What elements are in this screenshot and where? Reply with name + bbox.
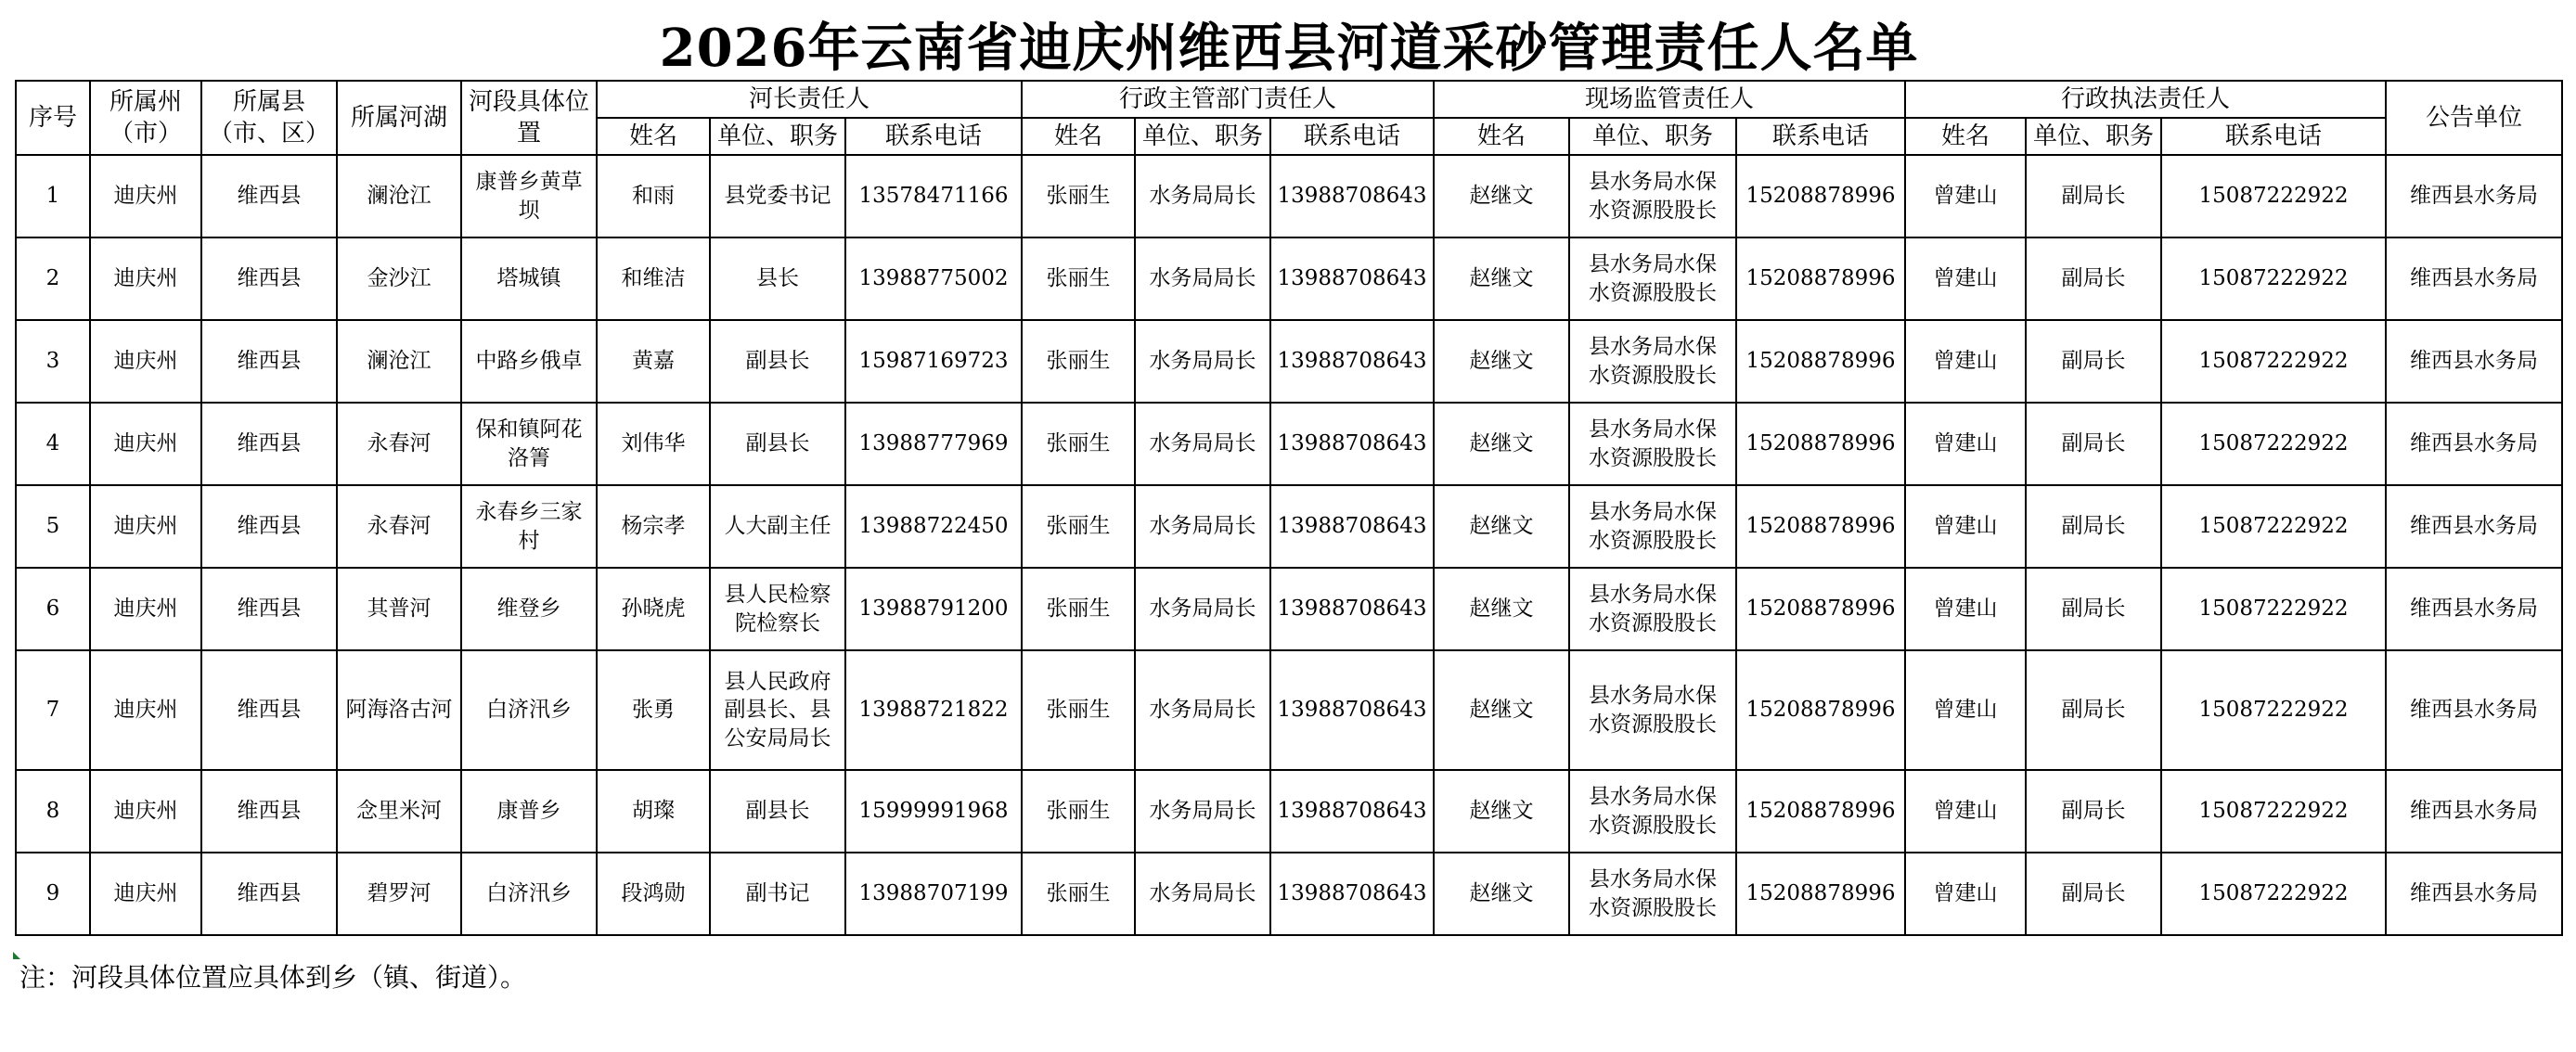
cell-admin-phone: 13988708643 <box>1270 237 1434 320</box>
cell-enforce-name: 曾建山 <box>1905 155 2026 237</box>
cell-chief-unit: 县人民检察 院检察长 <box>710 568 845 650</box>
header-chief-name: 姓名 <box>597 118 710 155</box>
cell-chief-phone: 13988722450 <box>845 485 1022 568</box>
header-site-unit: 单位、职务 <box>1569 118 1736 155</box>
cell-seq: 3 <box>16 320 90 403</box>
cell-admin-name: 张丽生 <box>1022 485 1135 568</box>
cell-river: 金沙江 <box>337 237 461 320</box>
table-row <box>16 403 2562 485</box>
cell-chief-name: 段鸿勋 <box>597 853 710 935</box>
cell-site-name: 赵继文 <box>1434 320 1569 403</box>
header-seq: 序号 <box>16 81 90 155</box>
cell-admin-phone: 13988708643 <box>1270 485 1434 568</box>
cell-site-name: 赵继文 <box>1434 403 1569 485</box>
cell-admin-phone: 13988708643 <box>1270 403 1434 485</box>
cell-enforce-unit: 副局长 <box>2026 770 2161 853</box>
header-site-phone: 联系电话 <box>1736 118 1905 155</box>
cell-admin-unit: 水务局局长 <box>1135 237 1270 320</box>
cell-enforce-name: 曾建山 <box>1905 403 2026 485</box>
cell-admin-unit: 水务局局长 <box>1135 485 1270 568</box>
cell-section: 白济汛乡 <box>461 650 597 770</box>
cell-chief-unit: 人大副主任 <box>710 485 845 568</box>
cell-site-unit: 县水务局水保 水资源股股长 <box>1569 650 1736 770</box>
cell-enforce-name: 曾建山 <box>1905 650 2026 770</box>
cell-chief-name: 和维洁 <box>597 237 710 320</box>
cell-admin-name: 张丽生 <box>1022 568 1135 650</box>
table-row <box>16 320 2562 403</box>
cell-county: 维西县 <box>201 403 337 485</box>
cell-site-phone: 15208878996 <box>1736 770 1905 853</box>
cell-seq: 1 <box>16 155 90 237</box>
cell-admin-phone: 13988708643 <box>1270 853 1434 935</box>
cell-seq: 5 <box>16 485 90 568</box>
cell-chief-phone: 13988775002 <box>845 237 1022 320</box>
cell-seq: 6 <box>16 568 90 650</box>
page-title: 2026年云南省迪庆州维西县河道采砂管理责任人名单 <box>659 18 1919 79</box>
cell-site-phone: 15208878996 <box>1736 485 1905 568</box>
cell-chief-name: 刘伟华 <box>597 403 710 485</box>
cell-publisher: 维西县水务局 <box>2386 853 2562 935</box>
cell-site-phone: 15208878996 <box>1736 853 1905 935</box>
cell-admin-name: 张丽生 <box>1022 770 1135 853</box>
cell-county: 维西县 <box>201 237 337 320</box>
cell-enforce-unit: 副局长 <box>2026 320 2161 403</box>
cell-county: 维西县 <box>201 568 337 650</box>
header-site-name: 姓名 <box>1434 118 1569 155</box>
cell-enforce-unit: 副局长 <box>2026 568 2161 650</box>
cell-section: 永春乡三家 村 <box>461 485 597 568</box>
cell-site-unit: 县水务局水保 水资源股股长 <box>1569 770 1736 853</box>
header-enforce-unit: 单位、职务 <box>2026 118 2161 155</box>
cell-site-name: 赵继文 <box>1434 155 1569 237</box>
cell-section: 中路乡俄卓 <box>461 320 597 403</box>
cell-river: 永春河 <box>337 485 461 568</box>
cell-admin-unit: 水务局局长 <box>1135 650 1270 770</box>
cell-site-unit: 县水务局水保 水资源股股长 <box>1569 403 1736 485</box>
header-section: 河段具体位 置 <box>461 81 597 155</box>
cell-chief-phone: 15987169723 <box>845 320 1022 403</box>
cell-seq: 9 <box>16 853 90 935</box>
cell-section: 塔城镇 <box>461 237 597 320</box>
cell-site-phone: 15208878996 <box>1736 155 1905 237</box>
cell-admin-unit: 水务局局长 <box>1135 403 1270 485</box>
cell-section: 保和镇阿花 洛箐 <box>461 403 597 485</box>
cell-section: 康普乡 <box>461 770 597 853</box>
cell-site-name: 赵继文 <box>1434 568 1569 650</box>
cell-enforce-unit: 副局长 <box>2026 485 2161 568</box>
cell-chief-unit: 副县长 <box>710 403 845 485</box>
cell-prefecture: 迪庆州 <box>90 485 201 568</box>
cell-river: 其普河 <box>337 568 461 650</box>
cell-prefecture: 迪庆州 <box>90 237 201 320</box>
cell-enforce-phone: 15087222922 <box>2161 403 2386 485</box>
cell-admin-name: 张丽生 <box>1022 853 1135 935</box>
cell-chief-name: 孙晓虎 <box>597 568 710 650</box>
cell-publisher: 维西县水务局 <box>2386 155 2562 237</box>
cell-enforce-phone: 15087222922 <box>2161 485 2386 568</box>
cell-chief-phone: 13988721822 <box>845 650 1022 770</box>
cell-site-name: 赵继文 <box>1434 650 1569 770</box>
cell-site-name: 赵继文 <box>1434 485 1569 568</box>
table-row <box>16 853 2562 935</box>
cell-river: 念里米河 <box>337 770 461 853</box>
footnote: 注：河段具体位置应具体到乡（镇、街道）。 <box>19 961 527 993</box>
cell-admin-phone: 13988708643 <box>1270 650 1434 770</box>
cell-enforce-name: 曾建山 <box>1905 853 2026 935</box>
cell-admin-phone: 13988708643 <box>1270 320 1434 403</box>
cell-county: 维西县 <box>201 650 337 770</box>
cell-chief-unit: 副县长 <box>710 770 845 853</box>
cell-site-phone: 15208878996 <box>1736 568 1905 650</box>
cell-prefecture: 迪庆州 <box>90 650 201 770</box>
cell-enforce-phone: 15087222922 <box>2161 237 2386 320</box>
cell-site-phone: 15208878996 <box>1736 403 1905 485</box>
cell-chief-unit: 县人民政府 副县长、县 公安局局长 <box>710 650 845 770</box>
cell-admin-name: 张丽生 <box>1022 155 1135 237</box>
cell-section: 白济汛乡 <box>461 853 597 935</box>
header-chief-phone: 联系电话 <box>845 118 1022 155</box>
cell-publisher: 维西县水务局 <box>2386 237 2562 320</box>
cell-admin-phone: 13988708643 <box>1270 770 1434 853</box>
cell-chief-name: 杨宗孝 <box>597 485 710 568</box>
cell-chief-name: 黄嘉 <box>597 320 710 403</box>
cell-publisher: 维西县水务局 <box>2386 770 2562 853</box>
cell-admin-phone: 13988708643 <box>1270 568 1434 650</box>
table-row <box>16 237 2562 320</box>
header-group-site-supervisor: 现场监管责任人 <box>1434 81 1905 118</box>
header-publisher: 公告单位 <box>2386 81 2562 155</box>
cell-site-phone: 15208878996 <box>1736 237 1905 320</box>
cell-site-unit: 县水务局水保 水资源股股长 <box>1569 853 1736 935</box>
table-row <box>16 155 2562 237</box>
cell-prefecture: 迪庆州 <box>90 155 201 237</box>
cell-river: 澜沧江 <box>337 320 461 403</box>
cell-enforce-unit: 副局长 <box>2026 650 2161 770</box>
cell-enforce-unit: 副局长 <box>2026 403 2161 485</box>
cell-site-name: 赵继文 <box>1434 237 1569 320</box>
cell-prefecture: 迪庆州 <box>90 770 201 853</box>
cell-admin-name: 张丽生 <box>1022 650 1135 770</box>
cell-river: 澜沧江 <box>337 155 461 237</box>
cell-admin-unit: 水务局局长 <box>1135 155 1270 237</box>
cell-county: 维西县 <box>201 770 337 853</box>
cell-publisher: 维西县水务局 <box>2386 403 2562 485</box>
cell-site-unit: 县水务局水保 水资源股股长 <box>1569 155 1736 237</box>
cell-chief-phone: 15999991968 <box>845 770 1022 853</box>
cell-chief-unit: 县党委书记 <box>710 155 845 237</box>
cell-seq: 2 <box>16 237 90 320</box>
cell-prefecture: 迪庆州 <box>90 403 201 485</box>
cell-enforce-phone: 15087222922 <box>2161 650 2386 770</box>
header-prefecture: 所属州 （市） <box>90 81 201 155</box>
cell-chief-name: 和雨 <box>597 155 710 237</box>
cell-enforce-name: 曾建山 <box>1905 237 2026 320</box>
cell-enforce-name: 曾建山 <box>1905 485 2026 568</box>
cell-site-name: 赵继文 <box>1434 770 1569 853</box>
cell-chief-unit: 副书记 <box>710 853 845 935</box>
cell-site-name: 赵继文 <box>1434 853 1569 935</box>
cell-admin-unit: 水务局局长 <box>1135 568 1270 650</box>
cell-county: 维西县 <box>201 155 337 237</box>
cell-admin-phone: 13988708643 <box>1270 155 1434 237</box>
responsibility-table <box>15 17 2563 1020</box>
table-row <box>16 568 2562 650</box>
cell-admin-name: 张丽生 <box>1022 237 1135 320</box>
cell-enforce-phone: 15087222922 <box>2161 568 2386 650</box>
cell-seq: 4 <box>16 403 90 485</box>
header-county: 所属县 （市、区） <box>201 81 337 155</box>
header-admin-phone: 联系电话 <box>1270 118 1434 155</box>
cell-enforce-phone: 15087222922 <box>2161 155 2386 237</box>
cell-publisher: 维西县水务局 <box>2386 650 2562 770</box>
cell-prefecture: 迪庆州 <box>90 568 201 650</box>
cell-seq: 8 <box>16 770 90 853</box>
cell-enforce-phone: 15087222922 <box>2161 770 2386 853</box>
cell-enforce-phone: 15087222922 <box>2161 320 2386 403</box>
cell-chief-unit: 县长 <box>710 237 845 320</box>
cell-chief-name: 张勇 <box>597 650 710 770</box>
cell-prefecture: 迪庆州 <box>90 853 201 935</box>
cell-site-phone: 15208878996 <box>1736 650 1905 770</box>
table-row <box>16 650 2562 770</box>
table-row <box>16 485 2562 568</box>
cell-section: 康普乡黄草 坝 <box>461 155 597 237</box>
cell-admin-unit: 水务局局长 <box>1135 853 1270 935</box>
header-enforce-name: 姓名 <box>1905 118 2026 155</box>
header-group-admin-dept: 行政主管部门责任人 <box>1022 81 1434 118</box>
cell-admin-name: 张丽生 <box>1022 320 1135 403</box>
cell-enforce-name: 曾建山 <box>1905 568 2026 650</box>
cell-enforce-name: 曾建山 <box>1905 770 2026 853</box>
header-admin-unit: 单位、职务 <box>1135 118 1270 155</box>
cell-chief-phone: 13988791200 <box>845 568 1022 650</box>
cell-publisher: 维西县水务局 <box>2386 568 2562 650</box>
cell-chief-phone: 13988707199 <box>845 853 1022 935</box>
cell-enforce-unit: 副局长 <box>2026 853 2161 935</box>
cell-site-phone: 15208878996 <box>1736 320 1905 403</box>
header-chief-unit: 单位、职务 <box>710 118 845 155</box>
cell-enforce-unit: 副局长 <box>2026 155 2161 237</box>
header-river: 所属河湖 <box>337 81 461 155</box>
cell-county: 维西县 <box>201 853 337 935</box>
cell-prefecture: 迪庆州 <box>90 320 201 403</box>
cell-chief-phone: 13988777969 <box>845 403 1022 485</box>
cell-admin-unit: 水务局局长 <box>1135 320 1270 403</box>
cell-admin-name: 张丽生 <box>1022 403 1135 485</box>
cell-site-unit: 县水务局水保 水资源股股长 <box>1569 568 1736 650</box>
cell-site-unit: 县水务局水保 水资源股股长 <box>1569 237 1736 320</box>
cell-site-unit: 县水务局水保 水资源股股长 <box>1569 320 1736 403</box>
header-group-law-enforcement: 行政执法责任人 <box>1905 81 2386 118</box>
cell-river: 碧罗河 <box>337 853 461 935</box>
cell-enforce-phone: 15087222922 <box>2161 853 2386 935</box>
cell-corner-marker <box>13 952 20 959</box>
cell-section: 维登乡 <box>461 568 597 650</box>
cell-enforce-unit: 副局长 <box>2026 237 2161 320</box>
cell-chief-unit: 副县长 <box>710 320 845 403</box>
cell-publisher: 维西县水务局 <box>2386 320 2562 403</box>
header-admin-name: 姓名 <box>1022 118 1135 155</box>
cell-enforce-name: 曾建山 <box>1905 320 2026 403</box>
cell-chief-phone: 13578471166 <box>845 155 1022 237</box>
cell-river: 阿海洛古河 <box>337 650 461 770</box>
cell-admin-unit: 水务局局长 <box>1135 770 1270 853</box>
header-group-river-chief: 河长责任人 <box>597 81 1022 118</box>
cell-publisher: 维西县水务局 <box>2386 485 2562 568</box>
cell-site-unit: 县水务局水保 水资源股股长 <box>1569 485 1736 568</box>
table-row <box>16 770 2562 853</box>
cell-county: 维西县 <box>201 320 337 403</box>
cell-river: 永春河 <box>337 403 461 485</box>
cell-seq: 7 <box>16 650 90 770</box>
header-enforce-phone: 联系电话 <box>2161 118 2386 155</box>
cell-chief-name: 胡璨 <box>597 770 710 853</box>
cell-county: 维西县 <box>201 485 337 568</box>
